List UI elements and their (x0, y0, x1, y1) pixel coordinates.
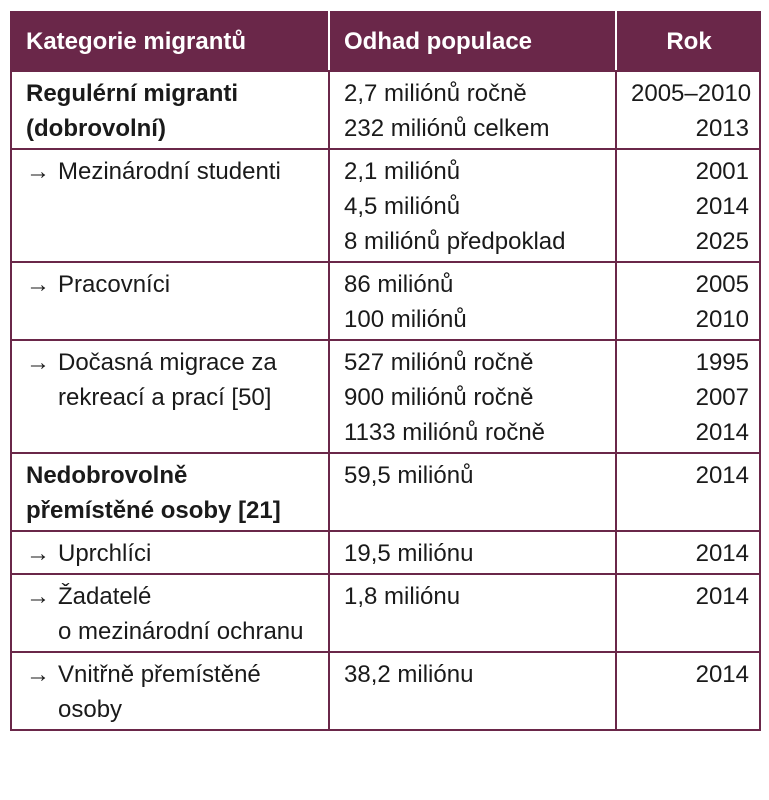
population-cell (329, 149, 616, 262)
category-text: Regulérní migranti (26, 80, 239, 107)
migrant-table-container (10, 11, 759, 731)
category-cell (11, 574, 329, 652)
category-line (26, 76, 318, 111)
year-value: 2014 (695, 583, 749, 610)
year-value: 2005 (695, 271, 749, 298)
table-row (11, 262, 760, 340)
year-cell (616, 531, 760, 574)
year-cell (616, 149, 760, 262)
category-line (26, 493, 318, 528)
year-cell (616, 574, 760, 652)
year-cell (616, 71, 760, 149)
table-row (11, 453, 760, 531)
population-cell (329, 71, 616, 149)
table-row (11, 652, 760, 730)
category-line (26, 111, 318, 146)
population-value: 59,5 miliónů (344, 462, 474, 489)
category-text: osoby (58, 696, 123, 723)
category-cell (11, 652, 329, 730)
header-year: Rok (616, 12, 760, 71)
category-cell (11, 531, 329, 574)
category-text: o mezinárodní ochranu (58, 618, 304, 645)
migrant-table (10, 11, 761, 731)
category-cell (11, 453, 329, 531)
year-value: 2014 (695, 540, 749, 567)
arrow-right-icon: → (26, 583, 50, 610)
year-cell (616, 652, 760, 730)
category-text: Žadatelé (58, 583, 152, 610)
population-cell (329, 531, 616, 574)
population-value: 8 miliónů předpoklad (344, 228, 566, 255)
population-cell (329, 340, 616, 453)
population-value: 232 miliónů celkem (344, 115, 550, 142)
header-category: Kategorie migrantů (11, 12, 329, 71)
year-cell (616, 262, 760, 340)
category-text: Dočasná migrace za (58, 349, 277, 376)
year-value: 2005–2010 (631, 80, 752, 107)
year-value: 2007 (695, 384, 749, 411)
population-cell (329, 652, 616, 730)
population-cell (329, 262, 616, 340)
category-line (26, 267, 318, 302)
population-value: 2,1 miliónů (344, 158, 461, 185)
year-value: 2014 (695, 193, 749, 220)
arrow-right-icon: → (26, 271, 50, 298)
category-text: Nedobrovolně (26, 462, 188, 489)
population-value: 38,2 miliónu (344, 661, 474, 688)
population-cell (329, 574, 616, 652)
category-cell (11, 71, 329, 149)
year-cell (616, 340, 760, 453)
year-value: 2025 (695, 228, 749, 255)
population-value: 527 miliónů ročně (344, 349, 534, 376)
table-row (11, 149, 760, 262)
category-line (26, 154, 318, 189)
year-value: 2014 (695, 462, 749, 489)
category-text: rekreací a prací [50] (58, 384, 272, 411)
year-value: 1995 (695, 349, 749, 376)
arrow-right-icon: → (26, 158, 50, 185)
category-text: Pracovníci (58, 271, 171, 298)
population-value: 1133 miliónů ročně (344, 419, 546, 446)
table-row (11, 574, 760, 652)
category-cell (11, 340, 329, 453)
population-value: 900 miliónů ročně (344, 384, 534, 411)
category-cell (11, 262, 329, 340)
table-row (11, 531, 760, 574)
year-cell (616, 453, 760, 531)
category-line (26, 345, 318, 380)
header-population: Odhad populace (329, 12, 616, 71)
population-value: 100 miliónů (344, 306, 467, 333)
arrow-right-icon: → (26, 540, 50, 567)
arrow-right-icon: → (26, 349, 50, 376)
category-text: (dobrovolní) (26, 115, 166, 142)
population-value: 19,5 miliónu (344, 540, 474, 567)
arrow-right-icon: → (26, 661, 50, 688)
category-text: přemístěné osoby [21] (26, 497, 281, 524)
year-value: 2014 (695, 661, 749, 688)
population-cell (329, 453, 616, 531)
year-value: 2013 (695, 115, 749, 142)
category-line (26, 579, 318, 614)
category-cell (11, 149, 329, 262)
category-line (26, 458, 318, 493)
year-value: 2014 (695, 419, 749, 446)
category-text: Vnitřně přemístěné (58, 661, 261, 688)
population-value: 86 miliónů (344, 271, 454, 298)
population-value: 1,8 miliónu (344, 583, 461, 610)
category-text: Uprchlíci (58, 540, 152, 567)
category-line (26, 614, 318, 649)
table-row (11, 340, 760, 453)
table-row (11, 71, 760, 149)
category-line (26, 536, 318, 571)
table-header (11, 12, 760, 71)
category-line (26, 380, 318, 415)
category-line (26, 657, 318, 692)
category-text: Mezinárodní studenti (58, 158, 281, 185)
year-value: 2001 (695, 158, 749, 185)
table-body (11, 71, 760, 730)
year-value: 2010 (695, 306, 749, 333)
population-value: 2,7 miliónů ročně (344, 80, 527, 107)
header-row (11, 12, 760, 71)
population-value: 4,5 miliónů (344, 193, 461, 220)
category-line (26, 692, 318, 727)
